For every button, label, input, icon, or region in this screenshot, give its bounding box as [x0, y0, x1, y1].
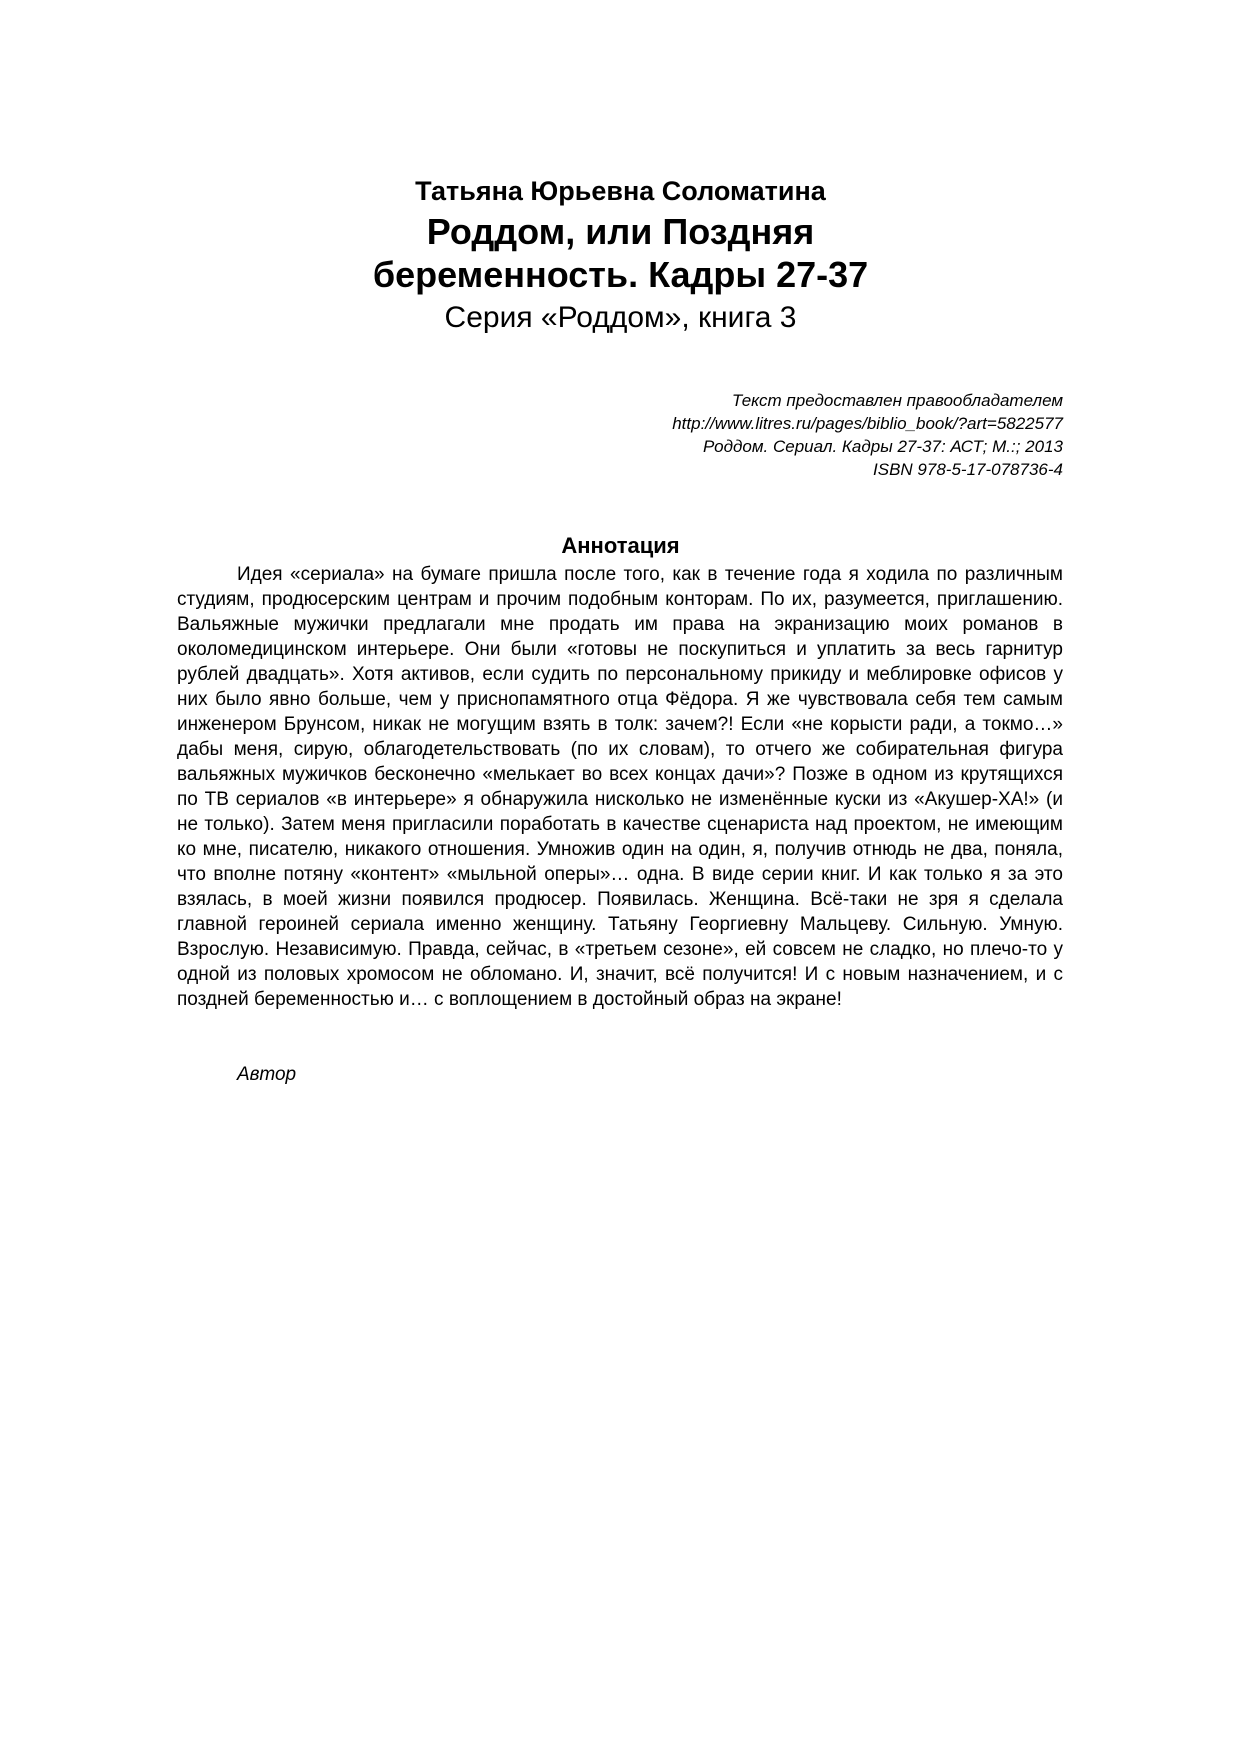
book-author: Татьяна Юрьевна Соломатина: [415, 176, 826, 206]
book-series: Серия «Роддом», книга 3: [444, 301, 797, 334]
annotation-heading: Аннотация: [561, 533, 680, 558]
meta-rights-holder: Текст предоставлен правообладателем: [731, 391, 1063, 410]
meta-edition: Роддом. Сериал. Кадры 27-37: АСТ; М.:; 2013: [703, 437, 1063, 456]
book-title: [0, 210, 1241, 296]
publication-meta: [672, 389, 1063, 481]
book-title-line: Роддом, или Поздняя: [426, 211, 815, 252]
meta-source-url: http://www.litres.ru/pages/biblio_book/?art=5822577: [672, 414, 1063, 433]
annotation-text: Идея «сериала» на бумаге пришла после того, как в течение года я ходила по различным студиям, продюсерским центрам и прочим подобным конторам. По их, разумеется, приглашению. Вальяжные мужички предлагали мне продать им права на экранизацию моих романов в околомедицинском интерьере. Они были «готовы не поскупиться и уплатить за весь гарнитур рублей двадцать». Хотя активов, если судить по персональному прикиду и меблировке офисов у них было явно больше, чем у приснопамятного отца Фёдора. Я же чувствовала себя тем самым инженером Брунсом, никак не могущим взять в толк: зачем?! Если «не корысти ради, а токмо…» дабы меня, сирую, облагодетельствовать (по их словам), то отчего же собирательная фигура вальяжных мужичков бесконечно «мелькает во всех концах дачи»? Позже в одном из крутящихся по ТВ сериалов «в интерьере» я обнаружила нисколько не изменённые куски из «Акушер-ХА!» (и не только). Затем меня пригласили поработать в качестве сценариста над проектом, не имеющим ко мне, писателю, никакого отношения. Умножив один на один, я, получив отнюдь не два, поняла, что вполне потяну «контент» «мыльной оперы»… одна. В виде серии книг. И как только я за это взялась, в моей жизни появился продюсер. Появилась. Женщина. Всё-таки не зря я сделала главной героиней сериала именно женщину. Татьяну Георгиевну Мальцеву. Сильную. Умную. Взрослую. Независимую. Правда, сейчас, в «третьем сезоне», ей совсем не сладко, но плечо-то у одной из половых хромосом не обломано. И, значит, всё получится! И с новым назначением, и с поздней беременностью и… с воплощением в достойный образ на экране!: [177, 564, 1063, 1010]
meta-isbn: ISBN 978-5-17-078736-4: [873, 460, 1063, 479]
book-title-line: беременность. Кадры 27-37: [372, 254, 869, 295]
annotation-signature: Автор: [237, 1064, 297, 1085]
